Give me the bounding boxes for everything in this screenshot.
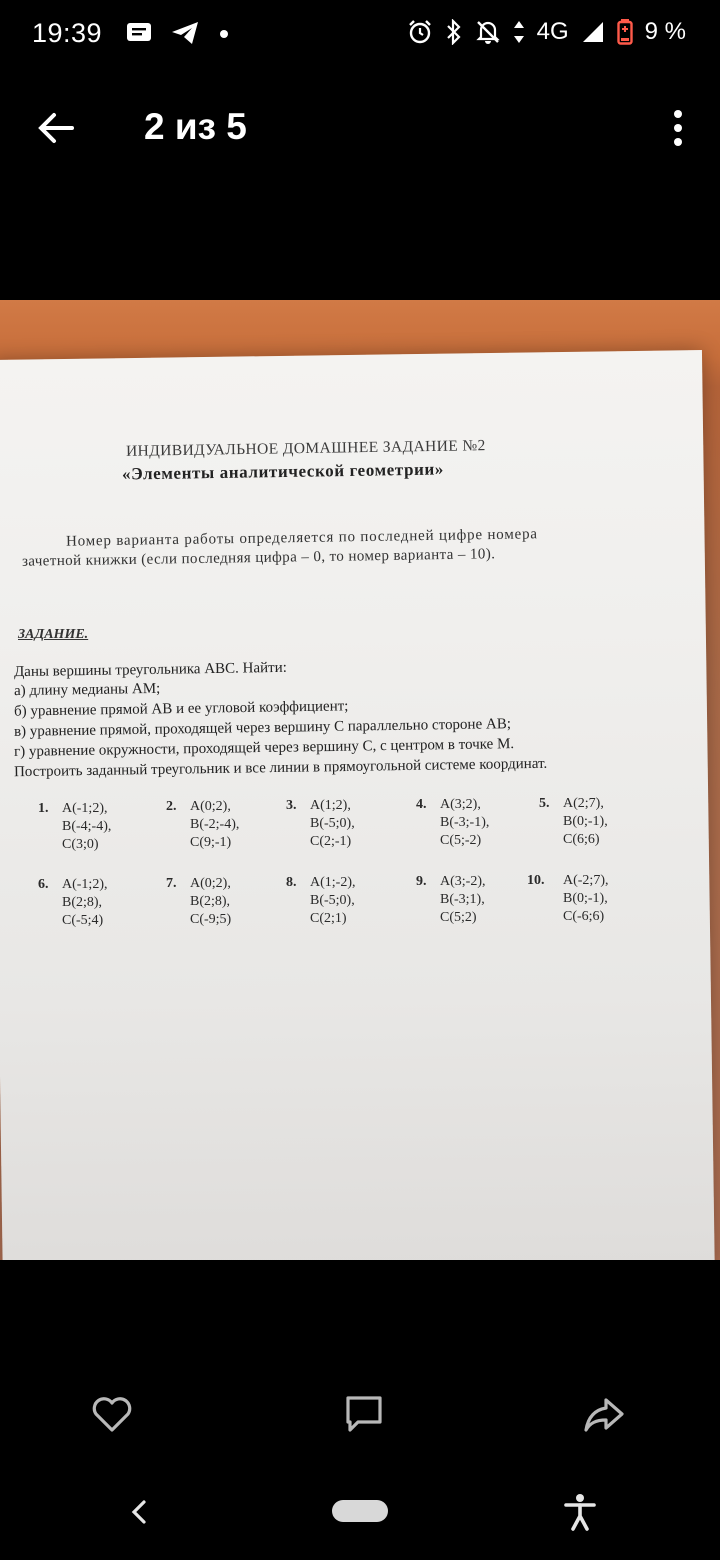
- battery-icon: [617, 19, 633, 45]
- doc-task-line: б) уравнение прямой AB и ее угловой коэффициент;: [13, 698, 349, 720]
- dot-icon: [218, 27, 230, 45]
- variant-item: 6. A(-1;2), B(2;8), C(-5;4): [38, 877, 108, 928]
- variant-item: 7. A(0;2), B(2;8), C(-9;5): [166, 876, 232, 927]
- variant-item: 4. A(3;2), B(-3;-1), C(5;-2): [416, 797, 490, 848]
- variant-item: 1. A(-1;2), B(-4;-4), C(3;0): [38, 801, 112, 852]
- data-arrows-icon: [513, 20, 525, 44]
- photo-actions: [0, 1390, 720, 1446]
- home-pill-icon[interactable]: [332, 1500, 388, 1522]
- mute-icon: [475, 19, 501, 45]
- doc-intro-line-2: зачетной книжки (если последняя цифра – 0, то номер варианта – 10).: [21, 546, 496, 570]
- status-time: 19:39: [32, 18, 103, 48]
- message-icon: [126, 21, 152, 50]
- doc-task-line: в) уравнение прямой, проходящей через вершину C параллельно стороне AB;: [13, 716, 512, 740]
- arrow-left-icon[interactable]: [32, 104, 80, 152]
- alarm-icon: [407, 19, 433, 45]
- system-nav-bar: [0, 1480, 720, 1544]
- doc-task-line: г) уравнение окружности, проходящей через вершину C, с центром в точке M.: [13, 736, 515, 760]
- variant-item: 3. A(1;2), B(-5;0), C(2;-1): [286, 798, 355, 849]
- doc-task-label: ЗАДАНИЕ.: [18, 627, 89, 642]
- page-title: 2 из 5: [144, 106, 247, 147]
- doc-heading-1: ИНДИВИДУАЛЬНОЕ ДОМАШНЕЕ ЗАДАНИЕ №2: [125, 437, 486, 460]
- doc-task-line: Даны вершины треугольника ABC. Найти:: [13, 659, 288, 681]
- variant-item: 9. A(3;-2), B(-3;1), C(5;2): [416, 874, 486, 925]
- comment-icon[interactable]: [340, 1390, 388, 1438]
- telegram-icon: [170, 20, 200, 51]
- bluetooth-icon: [445, 19, 463, 45]
- share-icon[interactable]: [580, 1390, 628, 1438]
- doc-task-line: Построить заданный треугольник и все линии в прямоугольной системе координат.: [13, 755, 548, 781]
- doc-task-line: а) длину медианы AM;: [13, 680, 161, 700]
- status-bar: [0, 0, 720, 72]
- variant-item: 5. A(2;7), B(0;-1), C(6;6): [539, 796, 608, 847]
- accessibility-icon[interactable]: [562, 1492, 598, 1532]
- more-vert-icon[interactable]: [666, 104, 690, 152]
- network-label: 4G: [536, 18, 569, 45]
- battery-percent: 9 %: [644, 18, 686, 45]
- variant-item: 10. A(-2;7), B(0;-1), C(-6;6): [527, 873, 609, 924]
- signal-icon: [581, 20, 605, 44]
- doc-heading-2: «Элементы аналитической геометрии»: [121, 459, 445, 484]
- variant-item: 8. A(1;-2), B(-5;0), C(2;1): [286, 875, 356, 926]
- chevron-left-icon[interactable]: [126, 1496, 154, 1528]
- variant-item: 2. A(0;2), B(-2;-4), C(9;-1): [166, 799, 240, 850]
- doc-intro-line-1: Номер варианта работы определяется по последней цифре номера: [65, 526, 538, 550]
- photo-viewer[interactable]: [0, 300, 720, 1260]
- heart-icon[interactable]: [88, 1390, 136, 1438]
- document-content: [0, 300, 720, 1260]
- app-bar: [0, 80, 720, 176]
